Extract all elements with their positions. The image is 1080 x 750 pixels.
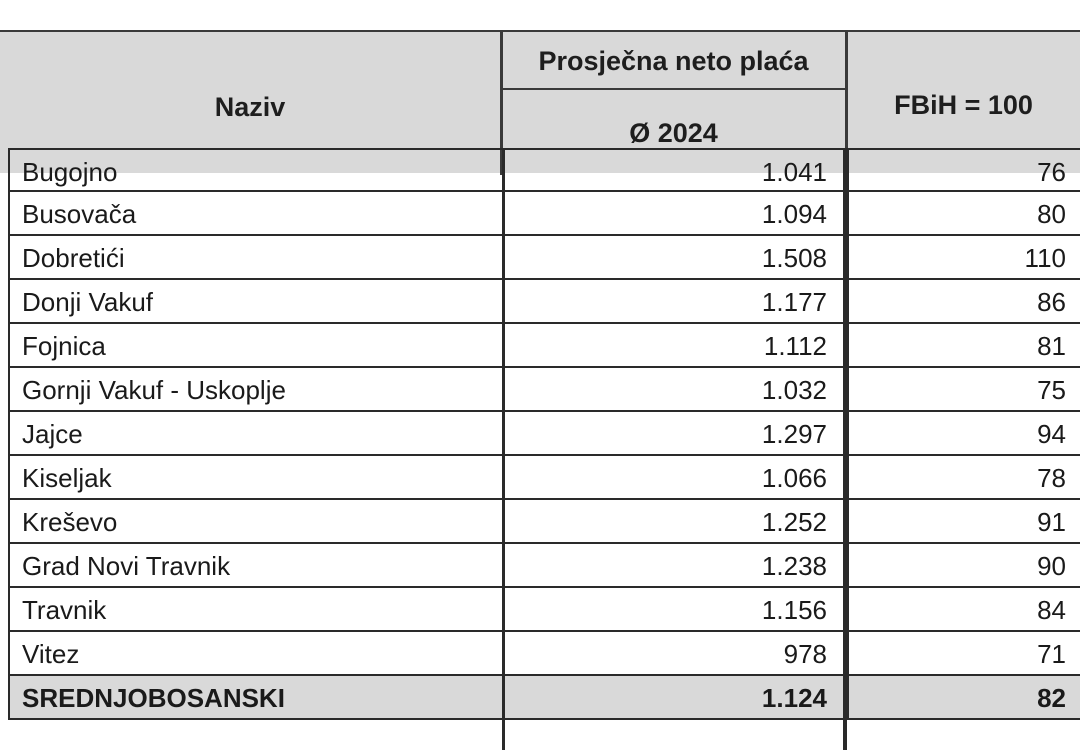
row-value: 1.066 xyxy=(505,456,843,500)
row-name: Kreševo xyxy=(8,500,505,544)
row-value: 1.156 xyxy=(505,588,843,632)
row-name: Bugojno xyxy=(8,148,505,192)
row-name: Busovača xyxy=(8,192,505,236)
table-row xyxy=(0,412,1080,456)
row-index: 94 xyxy=(847,412,1080,456)
header-index: FBiH = 100 xyxy=(894,90,1033,120)
column-divider xyxy=(502,148,505,750)
row-name: Grad Novi Travnik xyxy=(8,544,505,588)
row-name: Travnik xyxy=(8,588,505,632)
table-row xyxy=(0,192,1080,236)
row-value: 1.297 xyxy=(505,412,843,456)
table-row xyxy=(0,236,1080,280)
total-name: SREDNJOBOSANSKI xyxy=(8,676,505,720)
table-row xyxy=(0,544,1080,588)
table-row xyxy=(0,148,1080,192)
row-name: Gornji Vakuf - Uskoplje xyxy=(8,368,505,412)
table-row xyxy=(0,500,1080,544)
row-index: 86 xyxy=(847,280,1080,324)
row-value: 1.238 xyxy=(505,544,843,588)
row-index: 71 xyxy=(847,632,1080,676)
row-value: 1.177 xyxy=(505,280,843,324)
row-index: 84 xyxy=(847,588,1080,632)
header-avg-net-salary: Prosječna neto plaća xyxy=(538,46,809,76)
row-index: 80 xyxy=(847,192,1080,236)
row-name: Fojnica xyxy=(8,324,505,368)
row-value: 1.508 xyxy=(505,236,843,280)
total-index: 82 xyxy=(847,676,1080,720)
table-row xyxy=(0,632,1080,676)
row-value: 1.112 xyxy=(505,324,843,368)
row-value: 1.094 xyxy=(505,192,843,236)
total-value: 1.124 xyxy=(505,676,843,720)
row-name: Dobretići xyxy=(8,236,505,280)
row-value: 1.032 xyxy=(505,368,843,412)
row-name: Vitez xyxy=(8,632,505,676)
row-value: 1.252 xyxy=(505,500,843,544)
row-index: 81 xyxy=(847,324,1080,368)
table-row xyxy=(0,456,1080,500)
table-row xyxy=(0,324,1080,368)
row-index: 90 xyxy=(847,544,1080,588)
table-row xyxy=(0,280,1080,324)
column-divider xyxy=(843,148,847,750)
row-index: 110 xyxy=(847,236,1080,280)
row-index: 91 xyxy=(847,500,1080,544)
row-index: 78 xyxy=(847,456,1080,500)
header-year: Ø 2024 xyxy=(629,118,718,148)
row-value: 1.041 xyxy=(505,148,843,192)
table-total-row xyxy=(0,676,1080,720)
row-name: Donji Vakuf xyxy=(8,280,505,324)
header-subdivider xyxy=(500,88,847,90)
row-index: 75 xyxy=(847,368,1080,412)
row-name: Jajce xyxy=(8,412,505,456)
header-name: Naziv xyxy=(214,92,286,122)
row-index: 76 xyxy=(847,148,1080,192)
table-row xyxy=(0,588,1080,632)
row-name: Kiseljak xyxy=(8,456,505,500)
row-value: 978 xyxy=(505,632,843,676)
table-row xyxy=(0,368,1080,412)
